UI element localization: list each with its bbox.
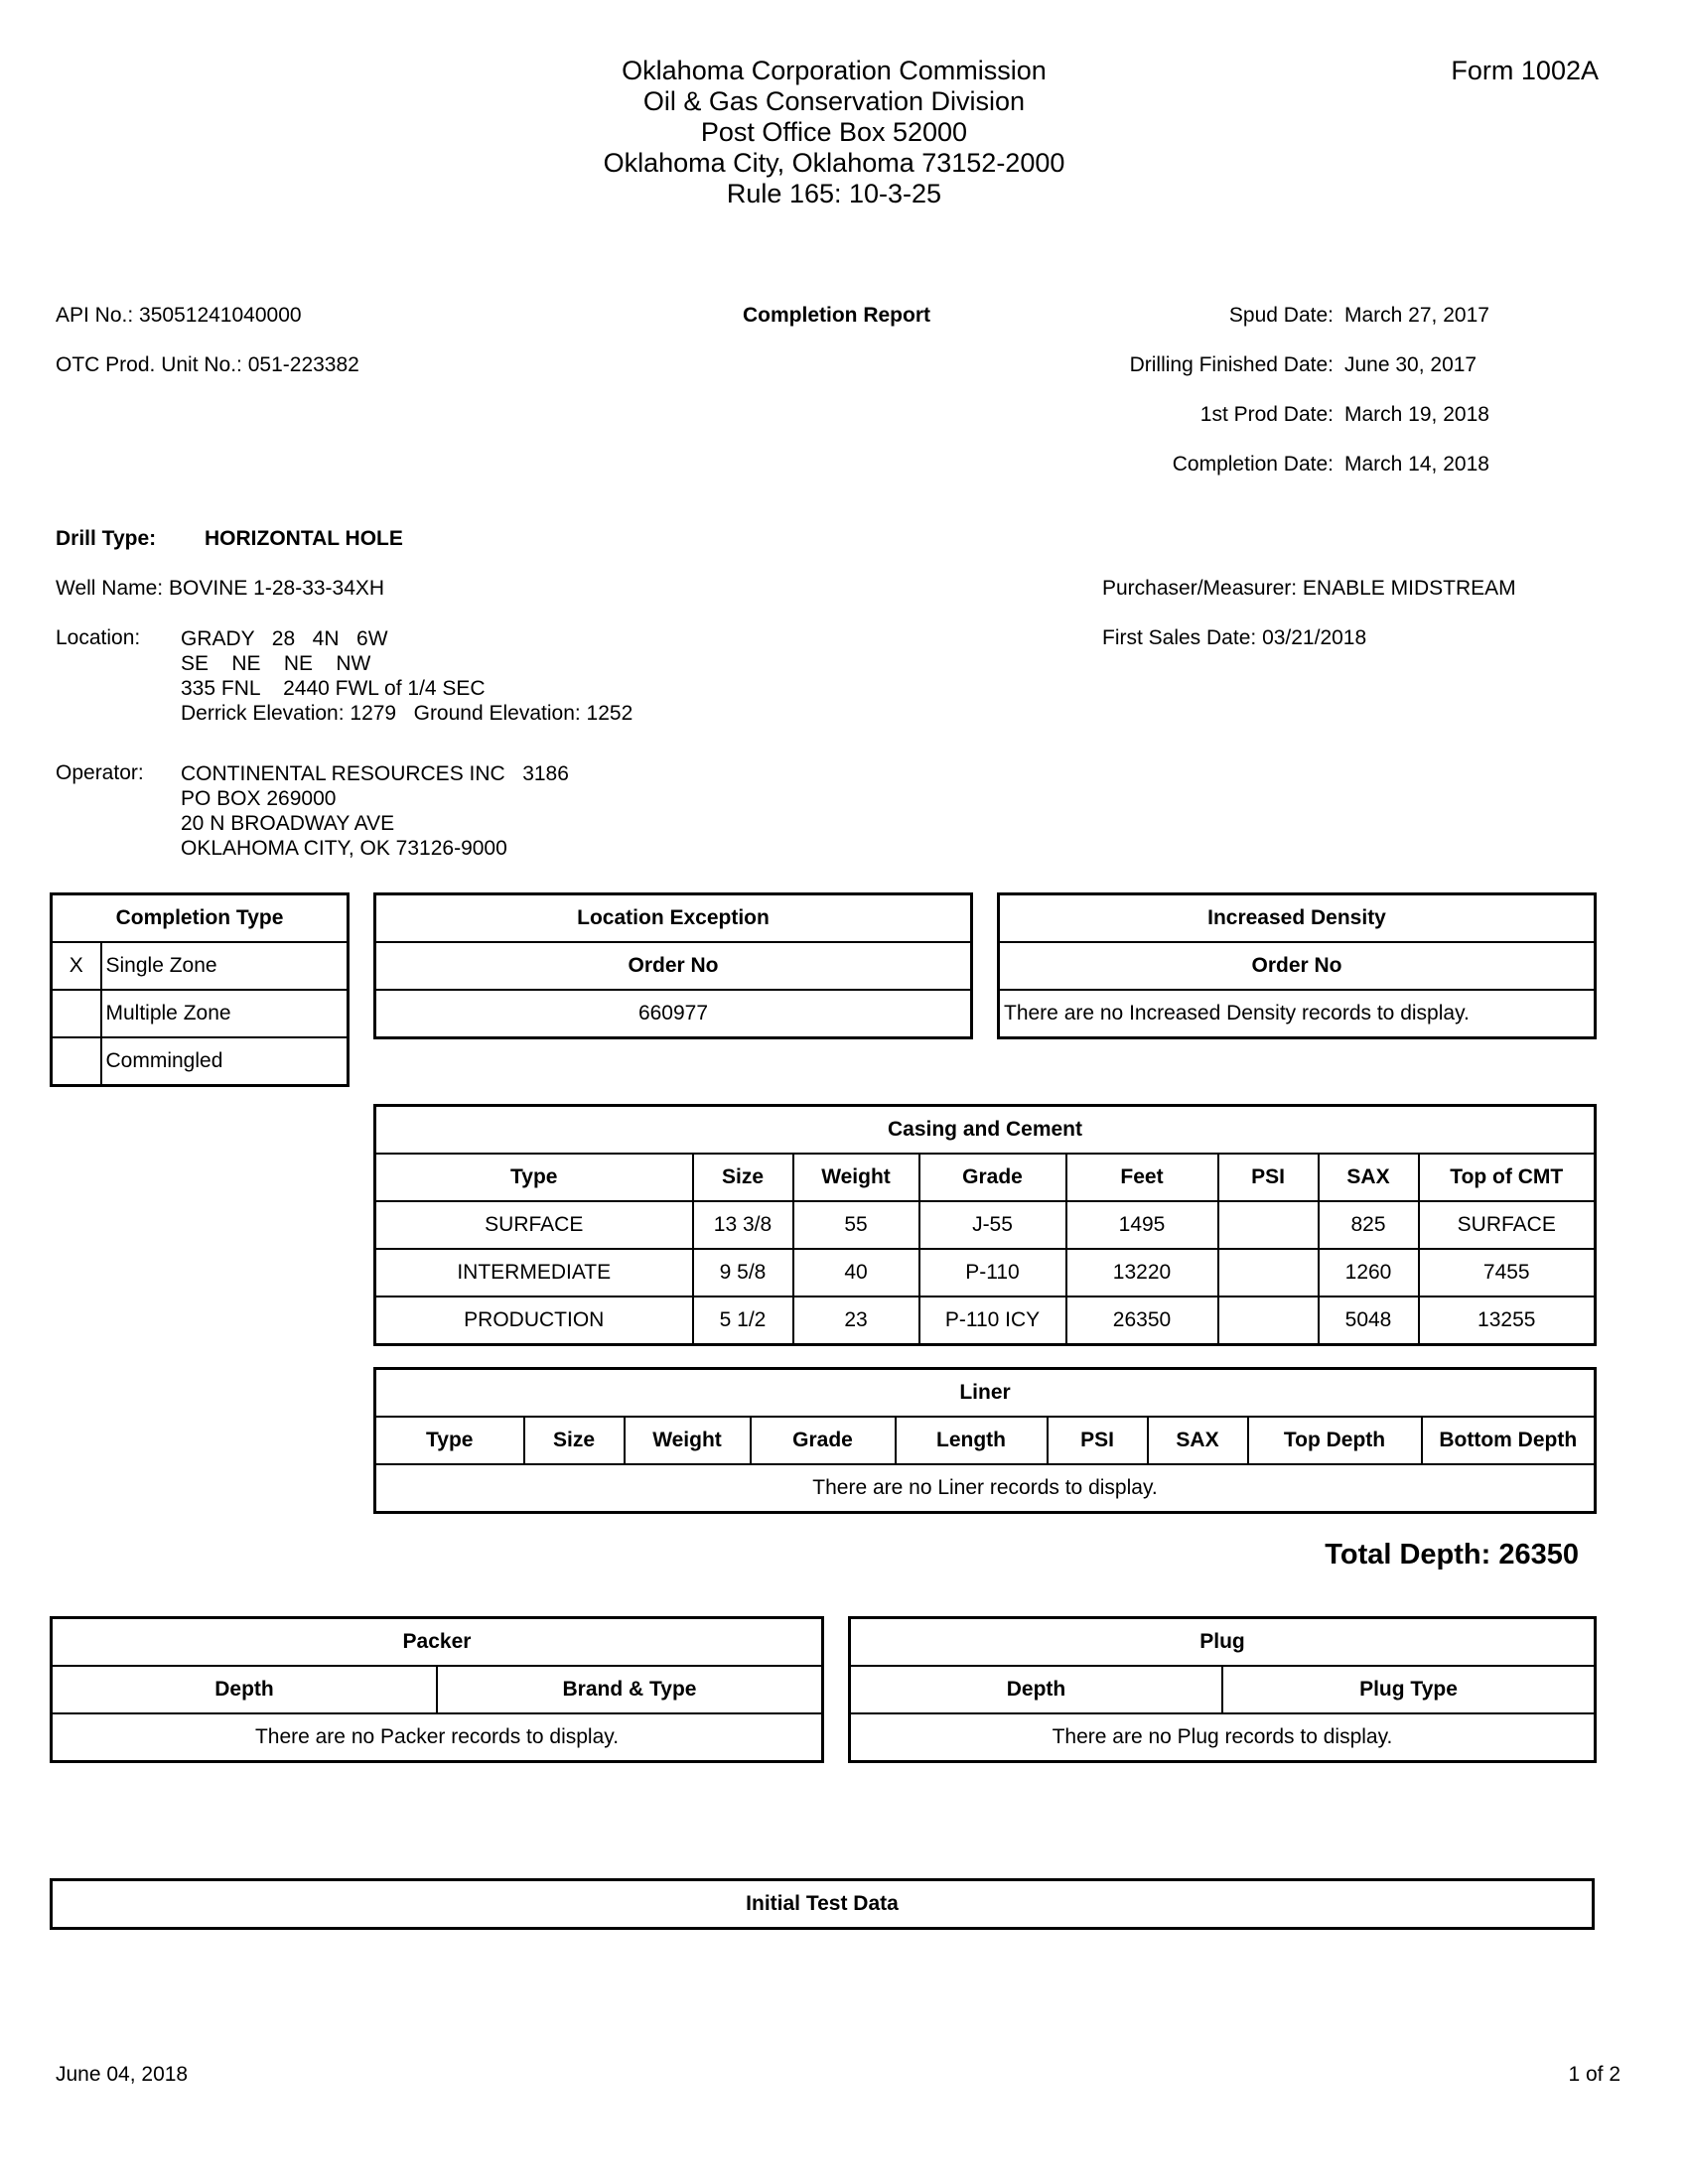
drilling-finished-value: June 30, 2017 xyxy=(1344,353,1477,376)
column-header: Type xyxy=(375,1417,524,1464)
first-sales-date xyxy=(1102,626,1366,650)
column-header: Depth xyxy=(850,1666,1223,1713)
packer-empty-message: There are no Packer records to display. xyxy=(52,1713,823,1762)
well-name xyxy=(56,577,384,601)
location-line-4: Derrick Elevation: 1279 Ground Elevation: 1252 xyxy=(181,702,633,725)
table-cell: 5 1/2 xyxy=(693,1297,793,1345)
completion-option: Commingled xyxy=(101,1037,349,1086)
table-row xyxy=(375,1201,1596,1249)
table-cell: P-110 xyxy=(919,1249,1066,1297)
page-number: 1 of 2 xyxy=(1568,2063,1620,2086)
table-cell: 13 3/8 xyxy=(693,1201,793,1249)
completion-option: Multiple Zone xyxy=(101,990,349,1037)
first-sales-value: 03/21/2018 xyxy=(1262,626,1367,649)
purchaser-value: ENABLE MIDSTREAM xyxy=(1302,577,1516,600)
table-row xyxy=(375,1249,1596,1297)
completion-type-table xyxy=(50,892,350,1087)
table-cell: 9 5/8 xyxy=(693,1249,793,1297)
location-label: Location: xyxy=(56,626,141,649)
table-cell: P-110 ICY xyxy=(919,1297,1066,1345)
column-header: Type xyxy=(375,1154,693,1201)
column-header: Length xyxy=(896,1417,1048,1464)
packer-title: Packer xyxy=(52,1618,823,1667)
operator-line-1: CONTINENTAL RESOURCES INC 3186 xyxy=(181,762,569,785)
completion-type-title: Completion Type xyxy=(52,894,349,943)
table-cell xyxy=(1218,1249,1319,1297)
otc-label: OTC Prod. Unit No.: xyxy=(56,353,242,376)
completion-mark xyxy=(52,990,101,1037)
table-row xyxy=(52,1037,349,1086)
table-header-row xyxy=(375,1417,1596,1464)
column-header: Grade xyxy=(751,1417,896,1464)
table-cell: 1260 xyxy=(1319,1249,1419,1297)
plug-title: Plug xyxy=(850,1618,1596,1667)
increased-density-title: Increased Density xyxy=(999,894,1596,943)
table-cell: 5048 xyxy=(1319,1297,1419,1345)
operator-block xyxy=(181,761,569,861)
column-header: PSI xyxy=(1048,1417,1148,1464)
location-line-3: 335 FNL 2440 FWL of 1/4 SEC xyxy=(181,677,486,700)
otc-value: 051-223382 xyxy=(247,353,359,376)
table-cell: 13255 xyxy=(1419,1297,1596,1345)
report-title: Completion Report xyxy=(743,304,930,327)
initial-test-data-table xyxy=(50,1878,1595,1930)
table-cell: 13220 xyxy=(1066,1249,1218,1297)
table-cell xyxy=(1218,1201,1319,1249)
column-header: Bottom Depth xyxy=(1422,1417,1596,1464)
table-cell: 1495 xyxy=(1066,1201,1218,1249)
operator-line-2: PO BOX 269000 xyxy=(181,787,337,810)
plug-empty-message: There are no Plug records to display. xyxy=(850,1713,1596,1762)
liner-title: Liner xyxy=(375,1369,1596,1418)
header-line-5: Rule 165: 10-3-25 xyxy=(726,179,942,208)
operator-line-3: 20 N BROADWAY AVE xyxy=(181,812,395,835)
column-header: Top Depth xyxy=(1248,1417,1422,1464)
table-cell: PRODUCTION xyxy=(375,1297,693,1345)
increased-density-empty: There are no Increased Density records to display. xyxy=(999,990,1596,1038)
drill-type-label: Drill Type: xyxy=(56,527,157,550)
first-prod-label: 1st Prod Date: xyxy=(1199,403,1334,426)
drilling-finished-label: Drilling Finished Date: xyxy=(1129,353,1334,376)
location-exception-title: Location Exception xyxy=(375,894,972,943)
table-row xyxy=(52,990,349,1037)
table-header-row xyxy=(375,1154,1596,1201)
column-header: Plug Type xyxy=(1222,1666,1596,1713)
completion-option: Single Zone xyxy=(101,942,349,990)
location-exception-table xyxy=(373,892,973,1039)
increased-density-table xyxy=(997,892,1597,1039)
column-header: SAX xyxy=(1148,1417,1248,1464)
api-value: 35051241040000 xyxy=(139,304,302,327)
plug-table xyxy=(848,1616,1597,1763)
well-name-label: Well Name: xyxy=(56,577,164,600)
increased-density-col: Order No xyxy=(999,942,1596,990)
column-header: Brand & Type xyxy=(437,1666,823,1713)
column-header: Grade xyxy=(919,1154,1066,1201)
liner-table xyxy=(373,1367,1597,1514)
header-line-3: Post Office Box 52000 xyxy=(700,117,968,147)
liner-empty-message: There are no Liner records to display. xyxy=(375,1464,1596,1513)
table-cell: 23 xyxy=(793,1297,919,1345)
column-header: Depth xyxy=(52,1666,438,1713)
first-prod-value: March 19, 2018 xyxy=(1344,403,1489,426)
form-number: Form 1002A xyxy=(1451,56,1599,85)
casing-cement-table xyxy=(373,1104,1597,1346)
table-cell: 40 xyxy=(793,1249,919,1297)
table-cell: 7455 xyxy=(1419,1249,1596,1297)
drill-type-value: HORIZONTAL HOLE xyxy=(205,527,403,550)
location-exception-order: 660977 xyxy=(375,990,972,1038)
completion-date-value: March 14, 2018 xyxy=(1344,453,1489,476)
completion-mark: X xyxy=(52,942,101,990)
table-cell: 26350 xyxy=(1066,1297,1218,1345)
table-cell: INTERMEDIATE xyxy=(375,1249,693,1297)
column-header: Weight xyxy=(625,1417,751,1464)
table-row xyxy=(52,942,349,990)
table-cell: SURFACE xyxy=(375,1201,693,1249)
casing-title: Casing and Cement xyxy=(375,1106,1596,1155)
operator-label: Operator: xyxy=(56,761,144,784)
purchaser xyxy=(1102,577,1516,601)
table-cell: SURFACE xyxy=(1419,1201,1596,1249)
column-header: Size xyxy=(693,1154,793,1201)
location-block xyxy=(181,626,633,726)
table-cell xyxy=(1218,1297,1319,1345)
table-cell: 55 xyxy=(793,1201,919,1249)
header-line-4: Oklahoma City, Oklahoma 73152-2000 xyxy=(603,148,1065,178)
column-header: Feet xyxy=(1066,1154,1218,1201)
location-line-1: GRADY 28 4N 6W xyxy=(181,627,388,650)
otc-unit-number xyxy=(56,353,359,377)
footer-date: June 04, 2018 xyxy=(56,2063,189,2086)
column-header: SAX xyxy=(1319,1154,1419,1201)
table-row xyxy=(375,1297,1596,1345)
header-line-1: Oklahoma Corporation Commission xyxy=(622,56,1047,85)
location-line-2: SE NE NE NW xyxy=(181,652,371,675)
completion-mark xyxy=(52,1037,101,1086)
api-label: API No.: xyxy=(56,304,134,327)
table-header-row xyxy=(52,1666,823,1713)
column-header: Top of CMT xyxy=(1419,1154,1596,1201)
initial-test-title: Initial Test Data xyxy=(52,1880,1594,1929)
packer-table xyxy=(50,1616,824,1763)
well-name-value: BOVINE 1-28-33-34XH xyxy=(168,577,385,600)
spud-date-label: Spud Date: xyxy=(1228,304,1334,327)
column-header: Size xyxy=(524,1417,625,1464)
total-depth: Total Depth: 26350 xyxy=(1325,1539,1579,1570)
table-cell: J-55 xyxy=(919,1201,1066,1249)
column-header: Weight xyxy=(793,1154,919,1201)
operator-line-4: OKLAHOMA CITY, OK 73126-9000 xyxy=(181,837,507,860)
agency-header xyxy=(0,56,1688,209)
completion-date-label: Completion Date: xyxy=(1172,453,1334,476)
first-sales-label: First Sales Date: xyxy=(1102,626,1257,649)
column-header: PSI xyxy=(1218,1154,1319,1201)
table-header-row xyxy=(850,1666,1596,1713)
api-number xyxy=(56,304,302,328)
table-cell: 825 xyxy=(1319,1201,1419,1249)
header-line-2: Oil & Gas Conservation Division xyxy=(642,86,1026,116)
spud-date-value: March 27, 2017 xyxy=(1344,304,1489,327)
location-exception-col: Order No xyxy=(375,942,972,990)
purchaser-label: Purchaser/Measurer: xyxy=(1102,577,1298,600)
